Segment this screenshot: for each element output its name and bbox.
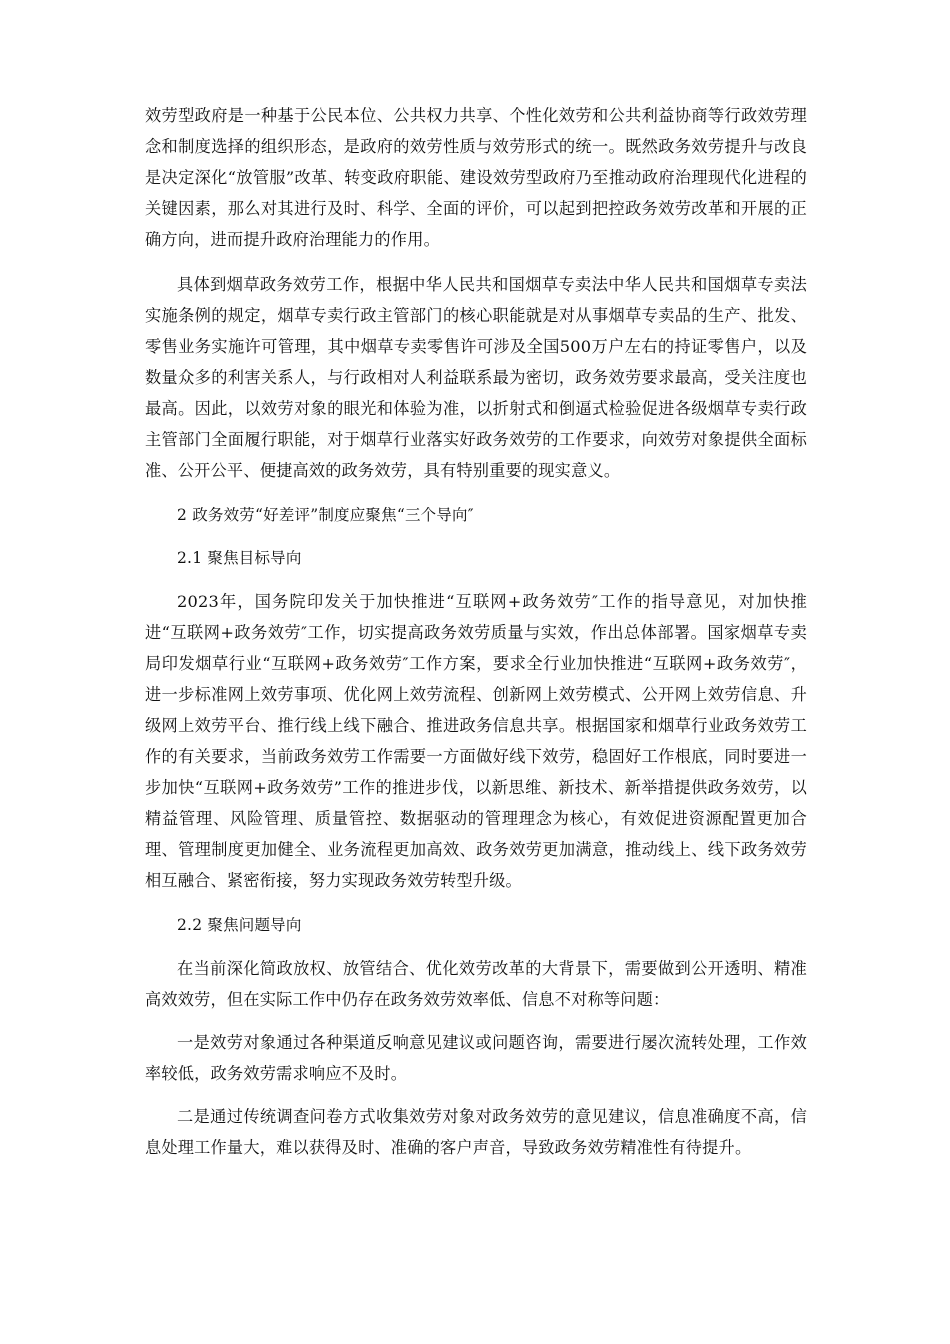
document-page bbox=[145, 100, 807, 1175]
paragraph-intro: 效劳型政府是一种基于公民本位、公共权力共享、个性化效劳和公共利益协商等行政效劳理念和制度选择的组织形态，是政府的效劳性质与效劳形式的统一。既然政务效劳提升与改良是决定深化“放管服”改革、转变政府职能、建设效劳型政府乃至推动政府治理现代化进程的关键因素，那么对其进行及时、科学、全面的评价，可以起到把控政务效劳改革和开展的正确方向，进而提升政府治理能力的作用。 bbox=[145, 106, 807, 249]
paragraph-problem-context: 在当前深化简政放权、放管结合、优化效劳改革的大背景下，需要做到公开透明、精准高效效劳，但在实际工作中仍存在政务效劳效率低、信息不对称等问题： bbox=[145, 959, 807, 1009]
section-heading-2-1: 2.1 聚焦目标导向 bbox=[177, 549, 302, 567]
paragraph-problem-one: 一是效劳对象通过各种渠道反响意见建议或问题咨询，需要进行屡次流转处理，工作效率较低，政务效劳需求响应不及时。 bbox=[145, 1033, 807, 1083]
paragraph-problem-two: 二是通过传统调查问卷方式收集效劳对象对政务效劳的意见建议，信息准确度不高，信息处理工作量大，难以获得及时、准确的客户声音，导致政务效劳精准性有待提升。 bbox=[145, 1107, 807, 1157]
section-heading-2-2: 2.2 聚焦问题导向 bbox=[177, 916, 302, 934]
paragraph-goal-orientation: 2023年，国务院印发关于加快推进“互联网+政务效劳″工作的指导意见，对加快推进“互联网+政务效劳″工作，切实提高政务效劳质量与实效，作出总体部署。国家烟草专卖局印发烟草行业“互联网+政务效劳″工作方案，要求全行业加快推进“互联网+政务效劳″，进一步标准网上效劳事项、优化网上效劳流程、创新网上效劳模式、公开网上效劳信息、升级网上效劳平台、推行线上线下融合、推进政务信息共享。根据国家和烟草行业政务效劳工作的有关要求，当前政务效劳工作需要一方面做好线下效劳，稳固好工作根底，同时要进一步加快“互联网+政务效劳”工作的推进步伐，以新思维、新技术、新举措提供政务效劳，以精益管理、风险管理、质量管控、数据驱动的管理理念为核心，有效促进资源配置更加合理、管理制度更加健全、业务流程更加高效、政务效劳更加满意，推动线上、线下政务效劳相互融合、紧密衔接，努力实现政务效劳转型升级。 bbox=[145, 592, 807, 890]
section-heading-2: 2 政务效劳“好差评”制度应聚焦“三个导向″ bbox=[177, 506, 474, 524]
paragraph-tobacco-service: 具体到烟草政务效劳工作，根据中华人民共和国烟草专卖法中华人民共和国烟草专卖法实施条例的规定，烟草专卖行政主管部门的核心职能就是对从事烟草专卖品的生产、批发、零售业务实施许可管理，其中烟草专卖零售许可涉及全国500万户左右的持证零售户，以及数量众多的利害关系人，与行政相对人利益联系最为密切，政务效劳要求最高，受关注度也最高。因此，以效劳对象的眼光和体验为准，以折射式和倒逼式检验促进各级烟草专卖行政主管部门全面履行职能，对于烟草行业落实好政务效劳的工作要求，向效劳对象提供全面标准、公开公平、便捷高效的政务效劳，具有特别重要的现实意义。 bbox=[145, 275, 807, 480]
